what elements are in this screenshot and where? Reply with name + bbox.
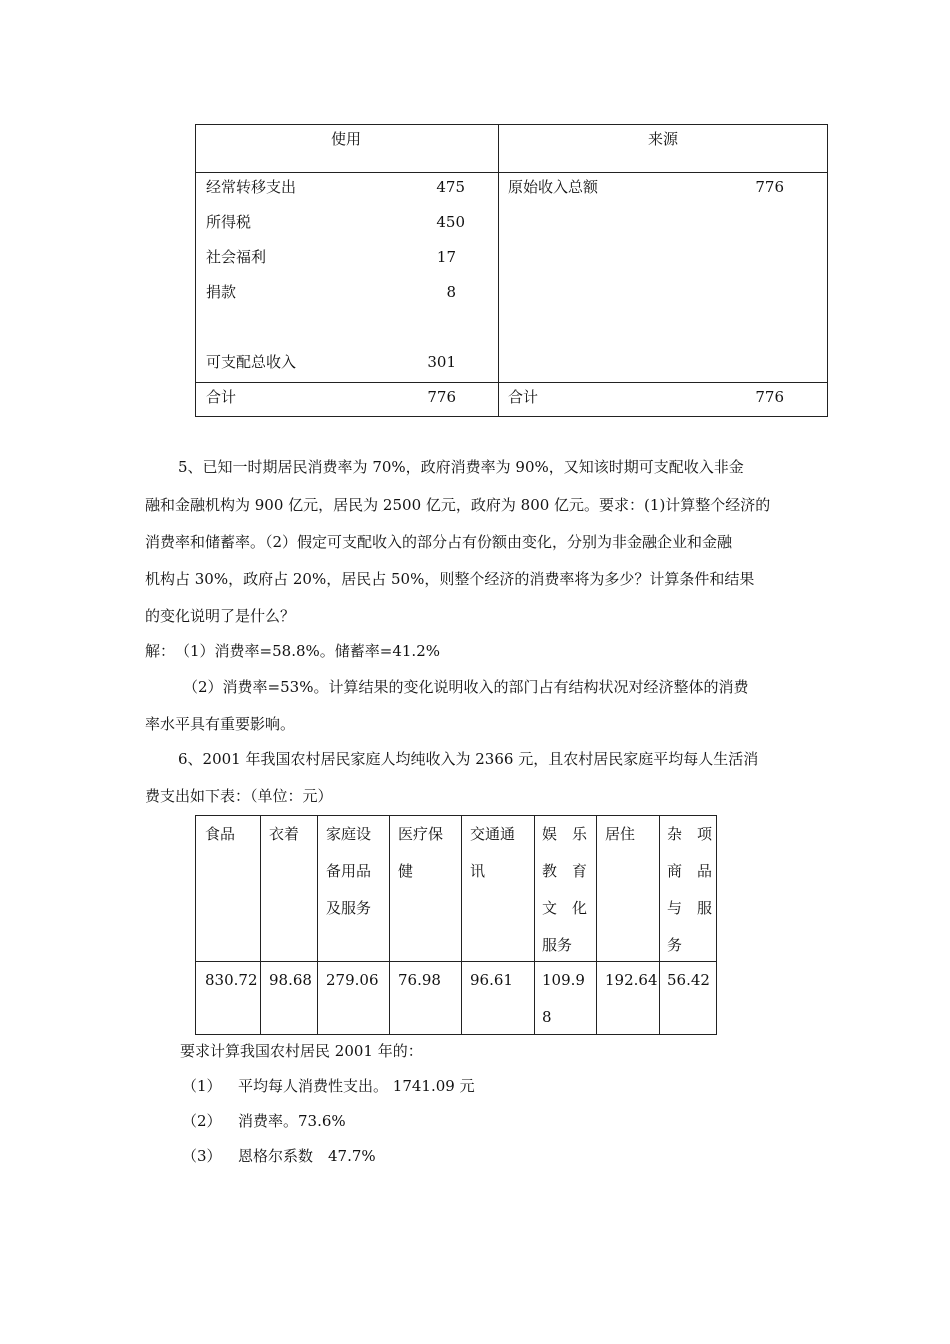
value-clothing: 98.68: [269, 971, 312, 989]
use-item-label: 捐款: [206, 283, 237, 301]
total-use-label: 合计: [206, 388, 237, 406]
column-divider: [389, 816, 390, 1034]
q5-line: 5、已知一时期居民消费率为 70%，政府消费率为 90%，又知该时期可支配收入非金: [178, 458, 744, 476]
header-source: 来源: [648, 130, 679, 148]
header-education: 服务: [542, 936, 573, 954]
header-education: 教 育: [542, 862, 588, 880]
q6-item-num: （2）: [182, 1112, 222, 1130]
total-source-value: 776: [755, 388, 784, 406]
value-household: 279.06: [326, 971, 379, 989]
q6-item-text: 消费率。73.6%: [238, 1112, 346, 1130]
column-divider: [461, 816, 462, 1034]
q6-item-text: 平均每人消费性支出。 1741.09 元: [238, 1077, 475, 1095]
header-household: 及服务: [326, 899, 372, 917]
header-housing: 居住: [605, 825, 636, 843]
header-transport: 交通通: [470, 825, 516, 843]
use-item-label: 可支配总收入: [206, 353, 297, 371]
q6-item-num: （3）: [182, 1147, 222, 1165]
header-misc: 务: [667, 936, 683, 954]
column-divider: [260, 816, 261, 1034]
q5-answer-2: （2）消费率=53%。计算结果的变化说明收入的部门占有结构状况对经济整体的消费: [183, 678, 749, 696]
header-household: 备用品: [326, 862, 372, 880]
q6-item-num: （1）: [182, 1077, 222, 1095]
column-divider: [534, 816, 535, 1034]
use-item-value: 8: [446, 283, 456, 301]
use-item-label: 所得税: [206, 213, 252, 231]
use-item-label: 社会福利: [206, 248, 267, 266]
header-transport: 讯: [470, 862, 486, 880]
header-medical: 健: [398, 862, 414, 880]
source-item-value: 776: [755, 178, 784, 196]
value-misc: 56.42: [667, 971, 710, 989]
q5-line: 机构占 30%，政府占 20%，居民占 50%，则整个经济的消费率将为多少？计算条件和结果: [145, 570, 755, 588]
source-item-label: 原始收入总额: [508, 178, 599, 196]
column-divider: [317, 816, 318, 1034]
q5-line: 消费率和储蓄率。（2）假定可支配收入的部分占有份额由变化，分别为非金融企业和金融: [145, 533, 733, 551]
use-item-value: 17: [436, 248, 456, 266]
header-misc: 杂 项: [667, 825, 713, 843]
total-use-value: 776: [427, 388, 456, 406]
column-divider: [596, 816, 597, 1034]
q6-line: 6、2001 年我国农村居民家庭人均纯收入为 2366 元，且农村居民家庭平均每人生活消: [178, 750, 759, 768]
use-item-value: 450: [436, 213, 465, 231]
value-medical: 76.98: [398, 971, 441, 989]
value-education: 8: [542, 1008, 552, 1026]
value-education: 109.9: [542, 971, 585, 989]
q5-line: 融和金融机构为 900 亿元，居民为 2500 亿元，政府为 800 亿元。要求：(1)计算整个经济的: [145, 496, 771, 514]
total-divider: [196, 382, 827, 383]
column-divider: [498, 125, 499, 416]
header-food: 食品: [205, 825, 236, 843]
consumption-table: [195, 815, 717, 1035]
header-medical: 医疗保: [398, 825, 444, 843]
q6-item-text: 恩格尔系数 47.7%: [238, 1147, 376, 1165]
q5-answer-2: 率水平具有重要影响。: [145, 715, 296, 733]
header-household: 家庭设: [326, 825, 372, 843]
header-divider: [196, 172, 827, 173]
value-food: 830.72: [205, 971, 258, 989]
q5-answer-1: 解： （1）消费率=58.8%。储蓄率=41.2%: [145, 642, 440, 660]
q6-line: 费支出如下表：（单位：元）: [145, 787, 333, 805]
use-item-value: 475: [436, 178, 465, 196]
header-education: 娱 乐: [542, 825, 588, 843]
header-clothing: 衣着: [269, 825, 300, 843]
header-misc: 与 服: [667, 899, 713, 917]
header-use: 使用: [331, 130, 362, 148]
q5-line: 的变化说明了是什么？: [145, 607, 296, 625]
header-misc: 商 品: [667, 862, 713, 880]
use-item-label: 经常转移支出: [206, 178, 297, 196]
header-education: 文 化: [542, 899, 588, 917]
value-housing: 192.64: [605, 971, 658, 989]
column-divider: [659, 816, 660, 1034]
total-source-label: 合计: [508, 388, 539, 406]
q6-requirement: 要求计算我国农村居民 2001 年的：: [180, 1042, 423, 1060]
use-item-value: 301: [427, 353, 456, 371]
income-use-table: [195, 124, 828, 417]
value-transport: 96.61: [470, 971, 513, 989]
